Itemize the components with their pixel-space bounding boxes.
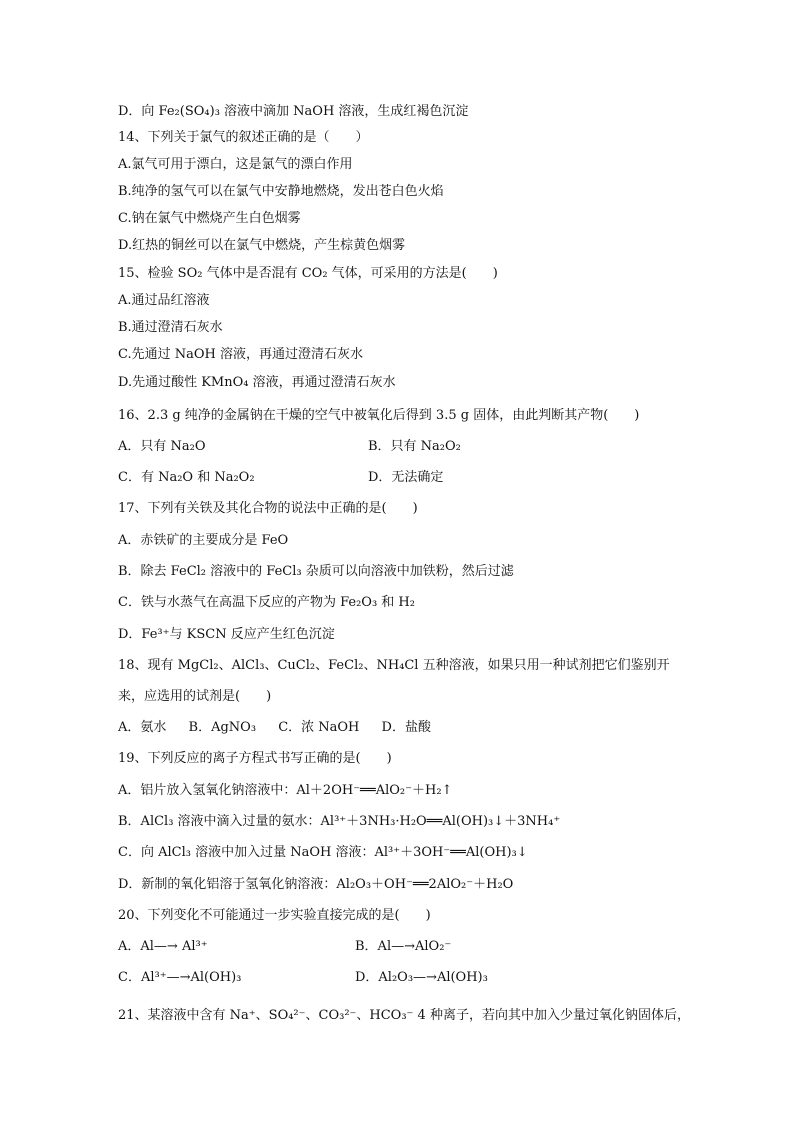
q14-option-d: D.红热的铜丝可以在氯气中燃烧，产生棕黄色烟雾 bbox=[118, 238, 406, 253]
q18-option-c: C．浓 NaOH bbox=[278, 720, 360, 735]
q20-stem: 20、下列变化不可能通过一步实验直接完成的是( ) bbox=[118, 908, 431, 923]
q14-option-b: B.纯净的氢气可以在氯气中安静地燃烧，发出苍白色火焰 bbox=[118, 184, 444, 199]
q16-option-d: D．无法确定 bbox=[368, 470, 444, 485]
q19-option-c: C．向 AlCl₃ 溶液中加入过量 NaOH 溶液：Al³⁺＋3OH⁻══Al(OH)₃↓ bbox=[118, 845, 528, 860]
q18-option-a: A．氨水 bbox=[118, 720, 167, 735]
q20-option-d: D．Al₂O₃—→Al(OH)₃ bbox=[355, 970, 488, 985]
q15-stem: 15、检验 SO₂ 气体中是否混有 CO₂ 气体，可采用的方法是( ) bbox=[118, 266, 498, 281]
q19-option-a: A．铝片放入氢氧化钠溶液中：Al＋2OH⁻══AlO₂⁻＋H₂↑ bbox=[118, 783, 453, 798]
q15-option-b: B.通过澄清石灰水 bbox=[118, 320, 223, 335]
q18-option-d: D．盐酸 bbox=[381, 720, 431, 735]
q18-stem-line2: 来，应选用的试剂是( ) bbox=[118, 689, 272, 704]
q15-option-c: C.先通过 NaOH 溶液，再通过澄清石灰水 bbox=[118, 347, 364, 362]
q16-option-c: C．有 Na₂O 和 Na₂O₂ bbox=[118, 470, 255, 485]
q17-stem: 17、下列有关铁及其化合物的说法中正确的是( ) bbox=[118, 501, 418, 516]
q19-option-d: D．新制的氧化铝溶于氢氧化钠溶液：Al₂O₃＋OH⁻══2AlO₂⁻＋H₂O bbox=[118, 877, 514, 892]
q20-option-b: B．Al—→AlO₂⁻ bbox=[355, 939, 452, 954]
q14-option-a: A.氯气可用于漂白，这是氯气的漂白作用 bbox=[118, 157, 353, 172]
q14-option-c: C.钠在氯气中燃烧产生白色烟雾 bbox=[118, 211, 301, 226]
q17-option-a: A．赤铁矿的主要成分是 FeO bbox=[118, 533, 289, 548]
q17-option-b: B．除去 FeCl₂ 溶液中的 FeCl₃ 杂质可以向溶液中加铁粉，然后过滤 bbox=[118, 564, 514, 579]
q17-option-d: D．Fe³⁺与 KSCN 反应产生红色沉淀 bbox=[118, 627, 335, 642]
q21-stem: 21、某溶液中含有 Na⁺、SO₄²⁻、CO₃²⁻、HCO₃⁻ 4 种离子，若向其中加入少量过氧化钠固体后， bbox=[118, 1008, 690, 1023]
q13-option-d: D．向 Fe₂(SO₄)₃ 溶液中滴加 NaOH 溶液，生成红褐色沉淀 bbox=[118, 104, 469, 119]
q20-option-c: C．Al³⁺—→Al(OH)₃ bbox=[118, 970, 242, 985]
q18-option-b: B．AgNO₃ bbox=[188, 720, 257, 735]
q18-stem-line1: 18、现有 MgCl₂、AlCl₃、CuCl₂、FeCl₂、NH₄Cl 五种溶液，如果只用一种试剂把它们鉴别开 bbox=[118, 658, 670, 673]
q17-option-c: C．铁与水蒸气在高温下反应的产物为 Fe₂O₃ 和 H₂ bbox=[118, 595, 415, 610]
q15-option-d: D.先通过酸性 KMnO₄ 溶液，再通过澄清石灰水 bbox=[118, 375, 396, 390]
q16-option-b: B．只有 Na₂O₂ bbox=[368, 439, 461, 454]
q18-options bbox=[118, 719, 449, 737]
q16-stem: 16、2.3 g 纯净的金属钠在干燥的空气中被氧化后得到 3.5 g 固体，由此判断其产物( ) bbox=[118, 408, 640, 423]
q19-option-b: B．AlCl₃ 溶液中滴入过量的氨水：Al³⁺＋3NH₃·H₂O══Al(OH)₃↓＋3NH₄⁺ bbox=[118, 814, 561, 829]
q14-stem: 14、下列关于氯气的叙述正确的是（ ） bbox=[118, 130, 369, 145]
q15-option-a: A.通过品红溶液 bbox=[118, 293, 210, 308]
q20-option-a: A．Al—→ Al³⁺ bbox=[118, 939, 208, 954]
q19-stem: 19、下列反应的离子方程式书写正确的是( ) bbox=[118, 751, 392, 766]
q16-option-a: A．只有 Na₂O bbox=[118, 439, 206, 454]
